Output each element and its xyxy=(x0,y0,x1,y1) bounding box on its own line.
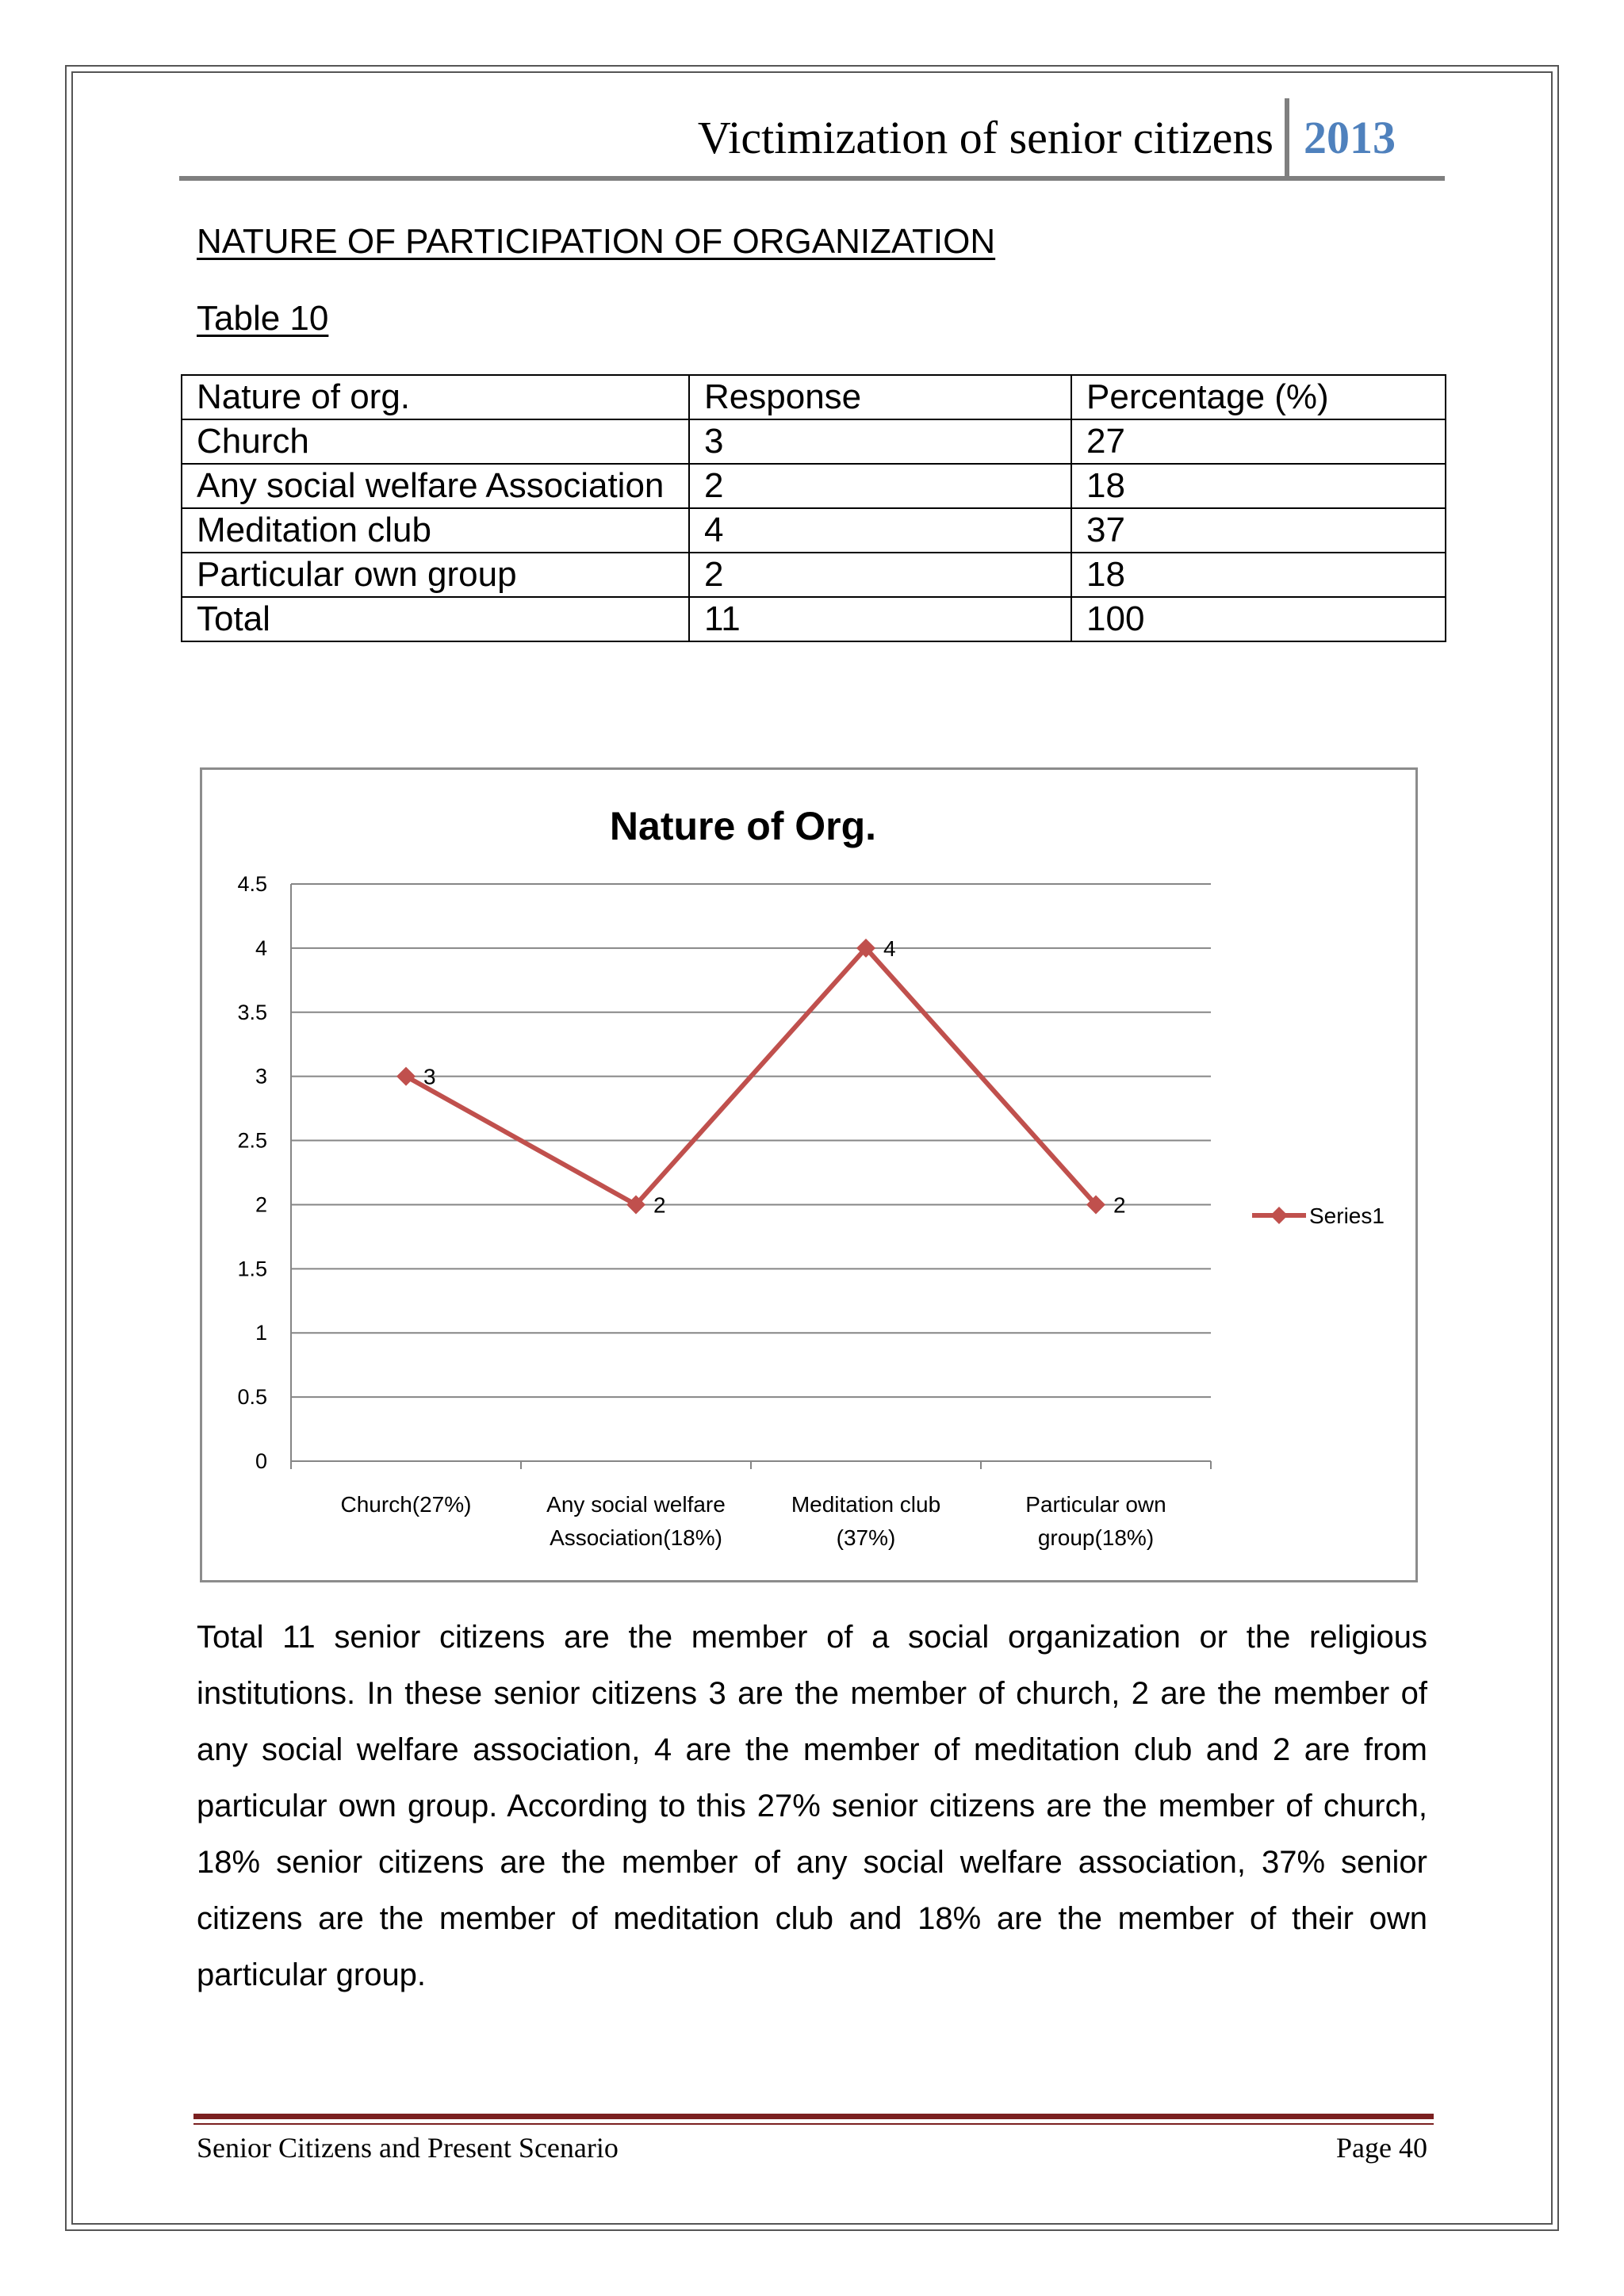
chart-title: Nature of Org. xyxy=(609,804,877,848)
y-tick-label: 3.5 xyxy=(237,1000,267,1024)
page-number: Page 40 xyxy=(1336,2132,1427,2164)
footer-title: Senior Citizens and Present Scenario xyxy=(197,2132,619,2164)
x-category-label: (37%) xyxy=(836,1525,896,1550)
table-cell: 18 xyxy=(1071,553,1446,597)
section-heading: NATURE OF PARTICIPATION OF ORGANIZATION xyxy=(197,222,996,261)
y-tick-label: 4.5 xyxy=(237,872,267,896)
y-tick-label: 1 xyxy=(255,1321,267,1345)
table-cell: 2 xyxy=(689,464,1071,508)
table-cell: 18 xyxy=(1071,464,1446,508)
chart-frame xyxy=(200,767,1418,1582)
table-cell: Church xyxy=(182,419,689,464)
table-cell: Particular own group xyxy=(182,553,689,597)
table-row xyxy=(182,419,1446,464)
x-category-label: Meditation club xyxy=(791,1492,941,1517)
table-cell: 27 xyxy=(1071,419,1446,464)
data-label: 4 xyxy=(883,936,896,961)
header-year: 2013 xyxy=(1304,112,1396,163)
table-cell: Meditation club xyxy=(182,508,689,553)
table-header-cell: Nature of org. xyxy=(182,375,689,419)
footer-rule-thin xyxy=(193,2123,1434,2125)
header-title: Victimization of senior citizens xyxy=(697,112,1274,163)
table-row xyxy=(182,597,1446,641)
legend-label: Series1 xyxy=(1309,1203,1385,1228)
data-label: 3 xyxy=(423,1064,436,1089)
y-tick-label: 0 xyxy=(255,1449,267,1473)
data-point-marker xyxy=(396,1067,416,1086)
y-tick-label: 4 xyxy=(255,936,267,960)
table-row xyxy=(182,464,1446,508)
y-tick-label: 3 xyxy=(255,1064,267,1089)
header-rule xyxy=(179,176,1445,181)
table-cell: 37 xyxy=(1071,508,1446,553)
y-tick-label: 1.5 xyxy=(237,1257,267,1281)
table-cell: 100 xyxy=(1071,597,1446,641)
header-divider xyxy=(1285,98,1289,178)
data-label: 2 xyxy=(653,1192,666,1218)
footer-rule xyxy=(193,2114,1434,2119)
x-category-label: Church(27%) xyxy=(340,1492,472,1517)
body-paragraph: Total 11 senior citizens are the member of a social organization or the religious institutions. In these senior citizens 3 are the member of church, 2 are the member of any social welfare association, 4 are the member of meditation club and 2 are from particular own group. According to this 27% senior citizens are the member of church, 18% senior citizens are the member of any social welfare association, 37% senior citizens are the member of meditation club and 18% are the member of their own particular group. xyxy=(197,1620,1427,1992)
table-cell: Total xyxy=(182,597,689,641)
table-cell: 4 xyxy=(689,508,1071,553)
x-category-label: group(18%) xyxy=(1037,1525,1155,1550)
line-chart xyxy=(202,770,1415,1580)
table-cell: 11 xyxy=(689,597,1071,641)
table-cell: Any social welfare Association xyxy=(182,464,689,508)
data-table xyxy=(181,374,1446,642)
table-row xyxy=(182,508,1446,553)
y-tick-label: 2 xyxy=(255,1192,267,1217)
x-category-label: Association(18%) xyxy=(550,1525,722,1550)
legend-marker xyxy=(1270,1207,1288,1224)
table-header-row xyxy=(182,375,1446,419)
table-caption: Table 10 xyxy=(197,299,329,338)
y-tick-label: 0.5 xyxy=(237,1385,267,1410)
x-category-label: Any social welfare xyxy=(546,1492,726,1517)
table-header-cell: Response xyxy=(689,375,1071,419)
table-cell: 3 xyxy=(689,419,1071,464)
y-tick-label: 2.5 xyxy=(237,1128,267,1153)
table-header-cell: Percentage (%) xyxy=(1071,375,1446,419)
table-cell: 2 xyxy=(689,553,1071,597)
table-row xyxy=(182,553,1446,597)
x-category-label: Particular own xyxy=(1025,1492,1166,1517)
data-label: 2 xyxy=(1113,1192,1126,1218)
